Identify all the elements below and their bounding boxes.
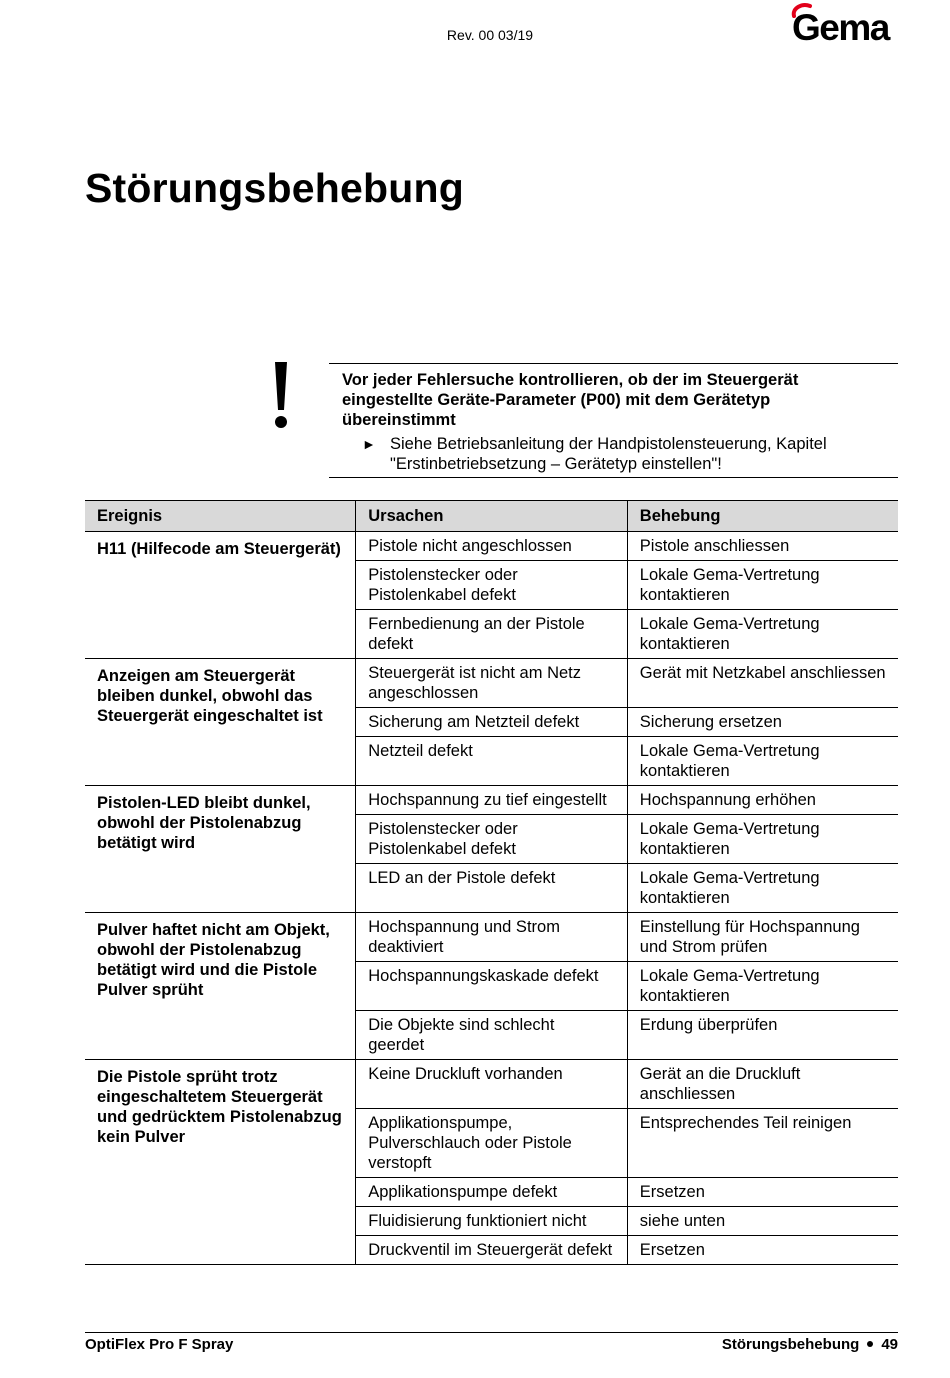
footer-divider (85, 1332, 898, 1333)
table-row (85, 786, 898, 815)
svg-text:Gema: Gema (792, 7, 889, 44)
cause-cell: Pistole nicht angeschlossen (356, 532, 628, 561)
table-row (85, 913, 898, 962)
cause-cell: Fernbedienung an der Pistole defekt (356, 610, 628, 659)
arrow-bullet-icon: ► (362, 436, 376, 452)
remedy-cell: Lokale Gema-Vertretung kontaktieren (627, 737, 898, 786)
remedy-cell: Lokale Gema-Vertretung kontaktieren (627, 561, 898, 610)
event-cell: Pulver haftet nicht am Objekt, obwohl der Pistolenabzug betätigt wird und die Pistole Pulver sprüht (85, 913, 356, 1060)
bullet-dot-icon (867, 1341, 873, 1347)
table-row (85, 659, 898, 708)
cause-cell: Sicherung am Netzteil defekt (356, 708, 628, 737)
note-text: Vor jeder Fehlersuche kontrollieren, ob der im Steuergerät eingestellte Geräte-Parameter (P00) mit dem Gerätetyp übereinstimmt (342, 371, 799, 429)
cause-cell: Applikationspumpe, Pulverschlauch oder Pistole verstopft (356, 1109, 628, 1178)
cause-cell: LED an der Pistole defekt (356, 864, 628, 913)
remedy-cell: Erdung überprüfen (627, 1011, 898, 1060)
cause-cell: Netzteil defekt (356, 737, 628, 786)
revision-label: Rev. 00 03/19 (446, 27, 534, 43)
remedy-cell: Sicherung ersetzen (627, 708, 898, 737)
remedy-cell: Lokale Gema-Vertretung kontaktieren (627, 610, 898, 659)
cause-cell: Fluidisierung funktioniert nicht (356, 1207, 628, 1236)
footer-section: Störungsbehebung (721, 1336, 860, 1353)
remedy-cell: Entsprechendes Teil reinigen (627, 1109, 898, 1178)
remedy-cell: Gerät an die Druckluft anschliessen (627, 1060, 898, 1109)
warning-exclamation-icon (272, 360, 290, 430)
gema-logo (788, 2, 900, 44)
remedy-cell: Ersetzen (627, 1178, 898, 1207)
footer-page-info (722, 1336, 898, 1353)
remedy-cell: siehe unten (627, 1207, 898, 1236)
event-cell: Anzeigen am Steuergerät bleiben dunkel, obwohl das Steuergerät eingeschaltet ist (85, 659, 356, 786)
remedy-cell: Lokale Gema-Vertretung kontaktieren (627, 815, 898, 864)
remedy-cell: Lokale Gema-Vertretung kontaktieren (627, 962, 898, 1011)
table-row (85, 532, 898, 561)
remedy-cell: Lokale Gema-Vertretung kontaktieren (627, 864, 898, 913)
header-ursachen: Ursachen (356, 501, 628, 532)
remedy-cell: Gerät mit Netzkabel anschliessen (627, 659, 898, 708)
table-row (85, 1060, 898, 1109)
page-title: Störungsbehebung (85, 165, 465, 211)
note-reference-item (342, 434, 870, 474)
safety-note (329, 363, 898, 478)
note-reference-text: Siehe Betriebsanleitung der Handpistolensteuerung, Kapitel "Erstinbetriebsetzung – Gerätetyp einstellen"! (390, 435, 827, 473)
page-number: 49 (881, 1336, 898, 1353)
cause-cell: Die Objekte sind schlecht geerdet (356, 1011, 628, 1060)
event-cell: Pistolen-LED bleibt dunkel, obwohl der Pistolenabzug betätigt wird (85, 786, 356, 913)
cause-cell: Hochspannung zu tief eingestellt (356, 786, 628, 815)
remedy-cell: Ersetzen (627, 1236, 898, 1265)
cause-cell: Pistolenstecker oder Pistolenkabel defekt (356, 561, 628, 610)
remedy-cell: Pistole anschliessen (627, 532, 898, 561)
event-cell: H11 (Hilfecode am Steuergerät) (85, 532, 356, 659)
cause-cell: Keine Druckluft vorhanden (356, 1060, 628, 1109)
cause-cell: Applikationspumpe defekt (356, 1178, 628, 1207)
remedy-cell: Einstellung für Hochspannung und Strom prüfen (627, 913, 898, 962)
table-header-row (85, 501, 898, 532)
troubleshooting-table (85, 500, 898, 1265)
cause-cell: Pistolenstecker oder Pistolenkabel defekt (356, 815, 628, 864)
remedy-cell: Hochspannung erhöhen (627, 786, 898, 815)
cause-cell: Steuergerät ist nicht am Netz angeschlossen (356, 659, 628, 708)
footer-product: OptiFlex Pro F Spray (85, 1336, 234, 1353)
event-cell: Die Pistole sprüht trotz eingeschaltetem Steuergerät und gedrücktem Pistolenabzug kein Pulver (85, 1060, 356, 1265)
cause-cell: Hochspannung und Strom deaktiviert (356, 913, 628, 962)
cause-cell: Hochspannungskaskade defekt (356, 962, 628, 1011)
header-ereignis: Ereignis (85, 501, 356, 532)
cause-cell: Druckventil im Steuergerät defekt (356, 1236, 628, 1265)
header-behebung: Behebung (627, 501, 898, 532)
